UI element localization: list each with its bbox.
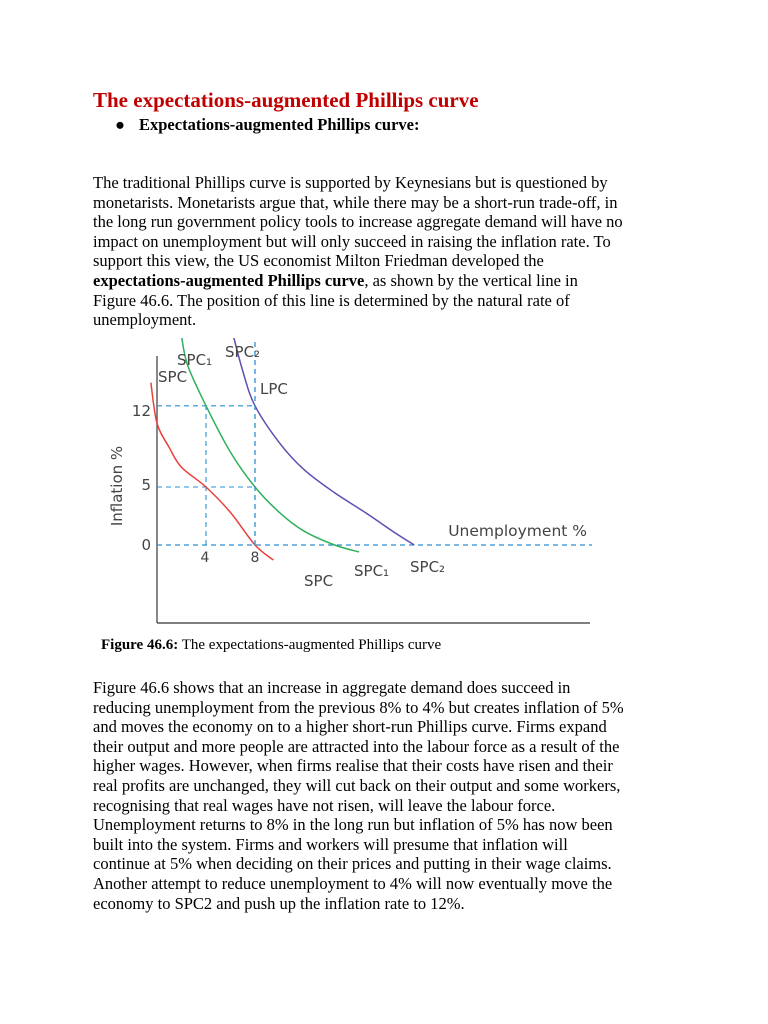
x-tick-label: 4: [200, 550, 210, 566]
bullet-item: [115, 115, 420, 135]
figure-caption: [101, 637, 441, 654]
caption-label: Figure 46.6:: [101, 637, 179, 653]
bullet-dot-icon: ●: [115, 115, 125, 134]
text-line: their output and more people are attracted into the labour force as a result of the: [93, 736, 620, 756]
intro-paragraph: [93, 173, 693, 330]
spc1-curve: [182, 338, 360, 552]
text-line: built into the system. Firms and workers will presume that inflation will: [93, 834, 568, 854]
text-line: The traditional Phillips curve is supported by Keynesians but is questioned by: [93, 173, 608, 192]
guide-lines: [157, 406, 255, 545]
text-line: recognising that real wages have not risen, will leave the labour force.: [93, 795, 556, 815]
y-axis-title: Inflation %: [108, 445, 126, 527]
spc1-bottom-label: SPC₁: [354, 562, 390, 580]
text-line: support this view, the US economist Milton Friedman developed the: [93, 251, 544, 271]
y-tick-label: 12: [131, 402, 151, 420]
x-tick-label: 8: [250, 550, 260, 566]
spc2-top-label: SPC₂: [225, 343, 261, 361]
text-line: real profits are unchanged, they will cut back on their output and some workers,: [93, 775, 621, 795]
text-line: higher wages. However, when firms realise that their costs have risen and their: [93, 756, 613, 776]
spc-top-label: SPC: [158, 368, 188, 386]
text-line: Unemployment returns to 8% in the long run but inflation of 5% has now been: [93, 815, 613, 835]
text-line: , as shown by the vertical line in: [364, 270, 578, 290]
y-tick-label: 5: [141, 476, 151, 494]
page-title: The expectations-augmented Phillips curve: [93, 88, 479, 112]
text-line: monetarists. Monetarists argue that, while there may be a short-run trade-off, in: [93, 192, 618, 212]
explanation-paragraph: [93, 678, 693, 913]
text-line: economy to SPC2 and push up the inflation rate to 12%.: [93, 893, 465, 913]
bold-term: expectations-augmented Phillips curve: [93, 270, 365, 290]
text-line: unemployment.: [93, 310, 197, 330]
spc-bottom-label: SPC: [304, 572, 334, 590]
text-line: continue at 5% when deciding on their prices and putting in their wage claims.: [93, 854, 612, 874]
spc1-top-label: SPC₁: [177, 351, 213, 369]
bullet-text: Expectations-augmented Phillips curve:: [139, 115, 420, 134]
spc2-curve: [231, 338, 415, 545]
curve-group: [151, 338, 414, 560]
text-line: and moves the economy on to a higher short-run Phillips curve. Firms expand: [93, 717, 607, 737]
x-axis-title: Unemployment %: [448, 522, 587, 540]
text-line: Figure 46.6. The position of this line is determined by the natural rate of: [93, 290, 570, 310]
caption-text: The expectations-augmented Phillips curve: [178, 637, 442, 653]
text-line: reducing unemployment from the previous 8% to 4% but creates inflation of 5%: [93, 697, 624, 717]
text-line: Figure 46.6 shows that an increase in aggregate demand does succeed in: [93, 678, 571, 697]
text-line: impact on unemployment but will only succeed in raising the inflation rate. To: [93, 231, 611, 251]
text-line: Another attempt to reduce unemployment to 4% will now eventually move the: [93, 873, 613, 893]
lpc-label: LPC: [260, 380, 288, 398]
spc2-bottom-label: SPC₂: [410, 558, 446, 576]
text-line: the long run government policy tools to increase aggregate demand will have no: [93, 212, 623, 232]
y-tick-label: 0: [141, 536, 151, 554]
phillips-curve-chart: [100, 338, 600, 630]
